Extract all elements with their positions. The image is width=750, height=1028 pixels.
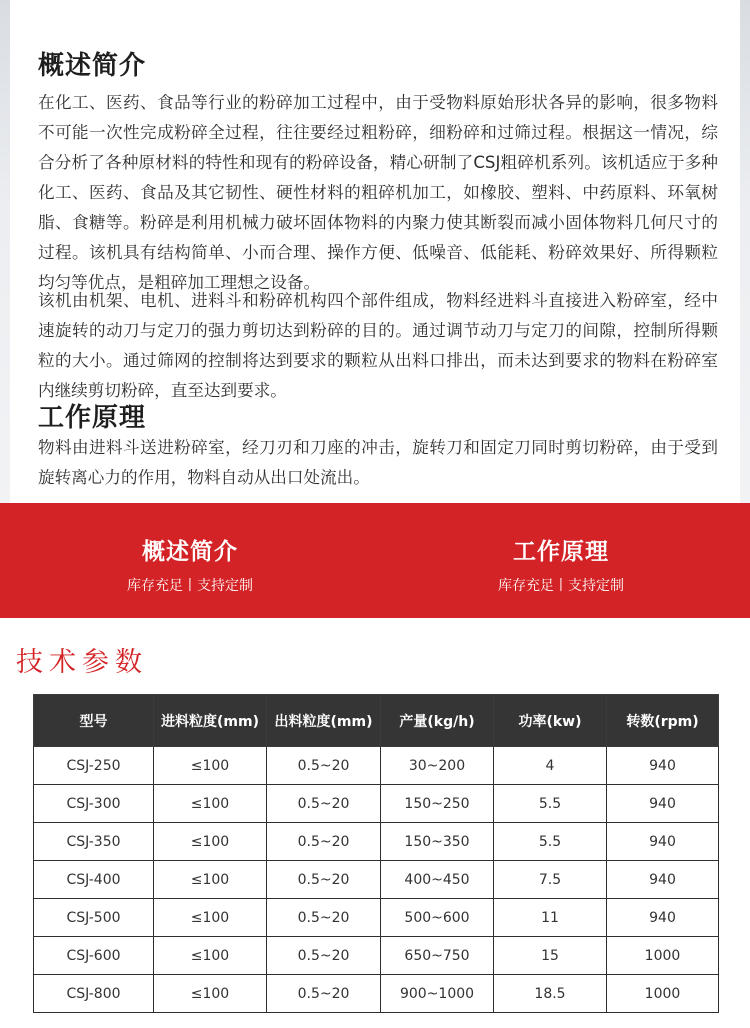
- table-row: [34, 937, 719, 975]
- cell-capacity: 400~450: [381, 861, 494, 899]
- cell-output-size: 0.5~20: [267, 861, 381, 899]
- cell-power: 7.5: [494, 861, 607, 899]
- cell-capacity: 500~600: [381, 899, 494, 937]
- header-capacity: 产量(kg/h): [381, 695, 494, 747]
- header-feed-size: 进料粒度(mm): [154, 695, 267, 747]
- header-speed: 转数(rpm): [607, 695, 719, 747]
- cell-speed: 940: [607, 823, 719, 861]
- cell-speed: 940: [607, 899, 719, 937]
- table-row: [34, 861, 719, 899]
- cell-output-size: 0.5~20: [267, 747, 381, 785]
- specs-table: [33, 694, 719, 1013]
- banner-principle-title: 工作原理: [513, 539, 609, 565]
- banner-principle: [411, 537, 711, 595]
- table-row: [34, 975, 719, 1013]
- cell-model: CSJ-800: [34, 975, 154, 1013]
- cell-speed: 940: [607, 861, 719, 899]
- red-banner: [0, 503, 750, 618]
- cell-speed: 1000: [607, 975, 719, 1013]
- overview-paragraph-2: 该机由机架、电机、进料斗和粉碎机构四个部件组成，物料经进料斗直接进入粉碎室，经中速旋转的动刀与定刀的强力剪切达到粉碎的目的。通过调节动刀与定刀的间隙，控制所得颗粒的大小。通过筛网的控制将达到要求的颗粒从出料口排出，而未达到要求的物料在粉碎室内继续剪切粉碎，直至达到要求。: [38, 291, 718, 400]
- cell-model: CSJ-400: [34, 861, 154, 899]
- banner-principle-subtitle: 库存充足丨支持定制: [498, 578, 624, 594]
- cell-output-size: 0.5~20: [267, 823, 381, 861]
- cell-capacity: 150~350: [381, 823, 494, 861]
- cell-speed: 940: [607, 785, 719, 823]
- cell-feed-size: ≤100: [154, 899, 267, 937]
- cell-capacity: 30~200: [381, 747, 494, 785]
- cell-model: CSJ-350: [34, 823, 154, 861]
- banner-overview-subtitle: 库存充足丨支持定制: [127, 578, 253, 594]
- cell-power: 5.5: [494, 823, 607, 861]
- cell-speed: 1000: [607, 937, 719, 975]
- table-row: [34, 747, 719, 785]
- cell-feed-size: ≤100: [154, 785, 267, 823]
- overview-title: 概述简介: [38, 51, 147, 81]
- cell-capacity: 650~750: [381, 937, 494, 975]
- banner-overview-title: 概述简介: [142, 539, 238, 565]
- table-header-row: [34, 695, 719, 747]
- cell-model: CSJ-500: [34, 899, 154, 937]
- specs-title: 技术参数: [16, 647, 148, 678]
- cell-feed-size: ≤100: [154, 747, 267, 785]
- header-output-size: 出料粒度(mm): [267, 695, 381, 747]
- cell-power: 5.5: [494, 785, 607, 823]
- cell-power: 11: [494, 899, 607, 937]
- cell-output-size: 0.5~20: [267, 975, 381, 1013]
- cell-output-size: 0.5~20: [267, 899, 381, 937]
- cell-power: 18.5: [494, 975, 607, 1013]
- cell-feed-size: ≤100: [154, 937, 267, 975]
- cell-speed: 940: [607, 747, 719, 785]
- principle-title: 工作原理: [38, 403, 147, 433]
- cell-output-size: 0.5~20: [267, 785, 381, 823]
- cell-capacity: 150~250: [381, 785, 494, 823]
- banner-overview: [40, 537, 340, 595]
- cell-power: 4: [494, 747, 607, 785]
- cell-feed-size: ≤100: [154, 823, 267, 861]
- cell-capacity: 900~1000: [381, 975, 494, 1013]
- cell-feed-size: ≤100: [154, 861, 267, 899]
- principle-paragraph: 物料由进料斗送进粉碎室，经刀刃和刀座的冲击，旋转刀和固定刀同时剪切粉碎，由于受到旋转离心力的作用，物料自动从出口处流出。: [38, 438, 718, 487]
- table-row: [34, 785, 719, 823]
- cell-model: CSJ-250: [34, 747, 154, 785]
- overview-paragraph-1: 在化工、医药、食品等行业的粉碎加工过程中，由于受物料原始形状各异的影响，很多物料不可能一次性完成粉碎全过程，往往要经过粗粉碎，细粉碎和过筛过程。根据这一情况，综合分析了各种原材料的特性和现有的粉碎设备，精心研制了CSJ粗碎机系列。该机适应于多种化工、医药、食品及其它韧性、硬性材料的粗碎机加工，如橡胶、塑料、中药原料、环氧树脂、食糖等。粉碎是利用机械力破坏固体物料的内聚力使其断裂而减小固体物料几何尺寸的过程。该机具有结构简单、小而合理、操作方便、低噪音、低能耗、粉碎效果好、所得颗粒均匀等优点，是粗碎加工理想之设备。: [38, 93, 718, 292]
- intro-card: [10, 0, 740, 520]
- cell-power: 15: [494, 937, 607, 975]
- cell-model: CSJ-300: [34, 785, 154, 823]
- table-row: [34, 823, 719, 861]
- table-row: [34, 899, 719, 937]
- cell-model: CSJ-600: [34, 937, 154, 975]
- header-power: 功率(kw): [494, 695, 607, 747]
- header-model: 型号: [34, 695, 154, 747]
- cell-output-size: 0.5~20: [267, 937, 381, 975]
- cell-feed-size: ≤100: [154, 975, 267, 1013]
